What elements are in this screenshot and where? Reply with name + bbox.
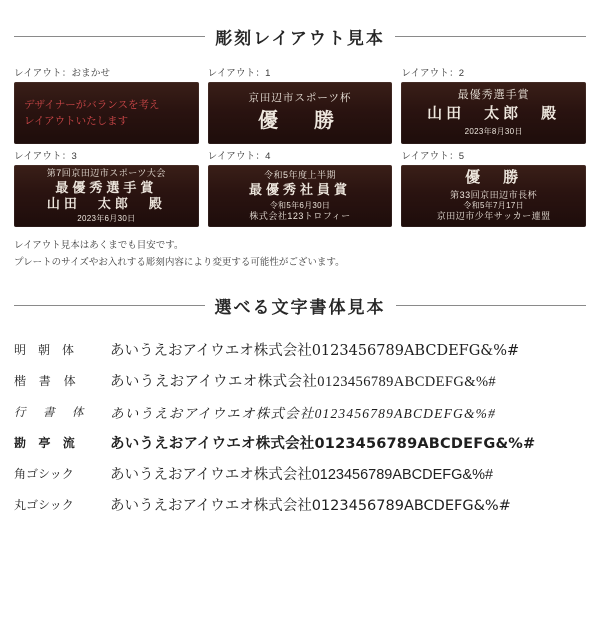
- plate-line: 京田辺市スポーツ杯: [248, 92, 352, 105]
- plate-line: デザイナーがバランスを考え: [24, 98, 160, 111]
- plate-text-block: [14, 168, 199, 225]
- layout-section-heading: [14, 24, 586, 49]
- layout-sample-grid: [14, 65, 586, 227]
- layout-sample-2: [401, 65, 586, 144]
- plate-line: 2023年8月30日: [464, 126, 523, 136]
- font-row-kaisho: [14, 365, 586, 396]
- plate-caption: レイアウト：1: [207, 68, 271, 79]
- font-row-mincho: [14, 334, 586, 365]
- font-name-label: 行 書 体: [14, 406, 87, 419]
- plate-text-block: [208, 92, 393, 133]
- plate-line: 第33回京田辺市長杯: [450, 190, 538, 201]
- heading-rule-left: [14, 305, 205, 306]
- layout-notes: [14, 238, 586, 271]
- plate-line: レイアウトいたします: [24, 115, 129, 127]
- font-name-label: 丸ゴシック: [14, 498, 74, 513]
- font-name-label: 明 朝 体: [14, 343, 75, 358]
- heading-rule-left: [14, 36, 205, 37]
- font-row-marugothic: [14, 489, 586, 520]
- plate-line: 令和5年7月17日: [463, 201, 524, 211]
- font-section-heading: [14, 293, 586, 318]
- font-sample-text: あいうえおアイウエオ株式会社0123456789ABCDEFG&%#: [110, 374, 497, 391]
- font-sample-list: [14, 334, 586, 520]
- engraving-plate: [208, 82, 393, 144]
- layout-sample-4: [208, 148, 393, 227]
- font-name-label: 勘 亭 流: [14, 436, 76, 451]
- plate-line: 優 勝: [465, 169, 523, 187]
- plate-line: 第7回京田辺市スポーツ大会: [46, 167, 166, 178]
- font-name-label: 角ゴシック: [14, 467, 74, 482]
- layout-sample-1: [208, 65, 393, 144]
- heading-rule-right: [395, 36, 586, 37]
- font-sample-text: あいうえおアイウエオ株式会社0123456789ABCDEFG&%#: [110, 405, 497, 421]
- layout-sample-3: [14, 148, 199, 227]
- plate-text-block: [401, 169, 586, 222]
- font-row-gyosho: [14, 396, 586, 427]
- plate-caption: レイアウト：2: [401, 68, 465, 79]
- layout-sample-omakase: [14, 65, 199, 144]
- engraving-plate: [14, 165, 199, 227]
- font-heading-text: 選べる文字書体見本: [214, 298, 386, 318]
- layout-sample-5: [401, 148, 586, 227]
- font-sample-text: あいうえおアイウエオ株式会社0123456789ABCDEFG&%#: [110, 436, 536, 453]
- plate-line: 令和5年度上半期: [263, 170, 336, 181]
- note-line: レイアウト見本はあくまでも目安です。: [14, 240, 184, 251]
- plate-line: 2023年6月30日: [77, 214, 136, 224]
- plate-line: 山田 太郎 殿: [46, 196, 166, 212]
- layout-heading-text: 彫刻レイアウト見本: [215, 29, 385, 48]
- plate-line: 最優秀選手賞: [55, 179, 158, 195]
- plate-text-block: [14, 97, 199, 130]
- font-name-label: 楷 書 体: [14, 374, 77, 389]
- plate-line: 京田辺市少年サッカー連盟: [436, 211, 551, 222]
- plate-line: 山田 太郎 殿: [427, 105, 561, 122]
- font-row-kantei: [14, 427, 586, 458]
- heading-rule-right: [396, 305, 587, 306]
- engraving-plate: [14, 82, 199, 144]
- plate-text-block: [208, 170, 393, 222]
- plate-line: 株式会社123トロフィー: [249, 210, 351, 221]
- plate-caption: レイアウト：おまかせ: [14, 68, 111, 79]
- engraving-plate: [208, 165, 393, 227]
- plate-line: 最優秀選手賞: [457, 89, 530, 102]
- font-row-kakugothic: [14, 458, 586, 489]
- product-description-page: [0, 24, 600, 624]
- plate-line: 優 勝: [257, 109, 342, 132]
- font-sample-text: あいうえおアイウエオ株式会社0123456789ABCDEFG&%#: [110, 498, 511, 515]
- note-line: プレートのサイズやお入れする彫刻内容により変更する可能性がございます。: [14, 256, 345, 268]
- plate-caption: レイアウト：3: [14, 151, 77, 162]
- plate-caption: レイアウト：4: [207, 151, 271, 162]
- font-sample-text: あいうえおアイウエオ株式会社0123456789ABCDEFG&%#: [110, 467, 494, 484]
- plate-text-block: [401, 89, 586, 137]
- plate-caption: レイアウト：5: [401, 151, 465, 162]
- plate-line: 令和5年6月30日: [269, 200, 331, 210]
- font-sample-text: あいうえおアイウエオ株式会社0123456789ABCDEFG&%#: [110, 343, 520, 360]
- plate-line: 最優秀社員賞: [248, 182, 351, 198]
- engraving-plate: [401, 82, 586, 144]
- engraving-plate: [401, 165, 586, 227]
